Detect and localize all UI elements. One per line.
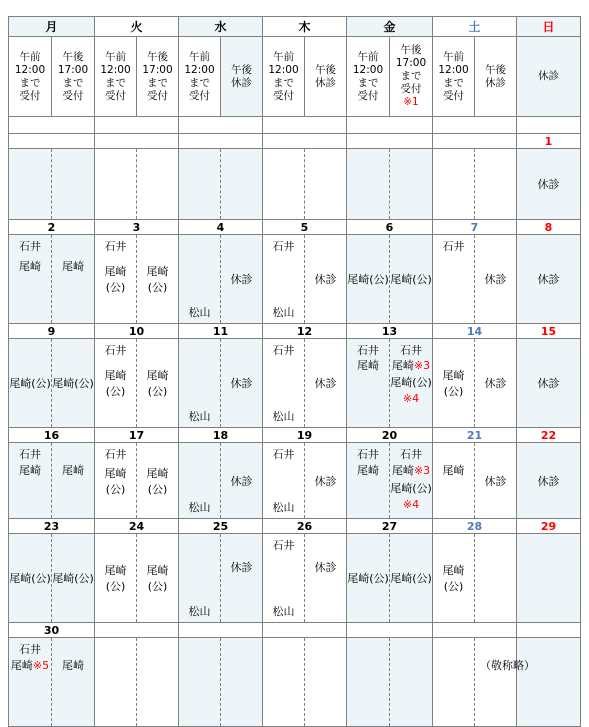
date-cell: 2 <box>9 220 95 235</box>
note-4: ※4 <box>402 392 420 405</box>
doctor-name: 尾崎 <box>19 464 41 477</box>
am-hours: 午前 12:00 まで 受付 <box>263 37 305 116</box>
am-hours: 午前 12:00 まで 受付 <box>9 37 52 116</box>
note-4: ※4 <box>402 498 420 511</box>
doctor-name: 尾崎(公) <box>52 377 94 390</box>
weekday-fri: 金 <box>347 17 433 37</box>
date-cell: 10 <box>95 324 179 339</box>
doctor-name: 石井 <box>442 240 465 253</box>
week-2-dates <box>9 324 581 339</box>
doctor-name: 石井 <box>19 240 41 253</box>
week-3-schedule <box>9 443 581 519</box>
am-hours: 午前 12:00 まで 受付 <box>179 37 221 116</box>
doctor-name: 石井 <box>272 240 295 253</box>
doctor-name: 松山 <box>188 605 211 618</box>
date-cell: 16 <box>9 428 95 443</box>
doctor-name: 石井 <box>357 448 379 461</box>
date-cell: 7 <box>433 220 517 235</box>
doctor-name: 石井 <box>400 344 422 357</box>
doctor-name: 尾崎(公) <box>347 572 389 585</box>
weekday-mon: 月 <box>9 17 95 37</box>
doctor-name: 石井 <box>19 643 41 656</box>
doctor-name: 尾崎(公) <box>104 466 127 496</box>
week-5-dates <box>9 623 581 638</box>
doctor-name: 松山 <box>272 501 295 514</box>
doctor-name: 尾崎(公) <box>390 482 432 495</box>
doctor-name: 尾崎 <box>62 659 84 672</box>
doctor-with-note: 尾崎※3 <box>391 464 431 477</box>
doctor-name: 尾崎 <box>62 464 84 477</box>
date-cell: 20 <box>347 428 433 443</box>
doctor-name: 尾崎(公) <box>104 265 127 294</box>
pm-hours: 午後 17:00 まで 受付 <box>142 50 173 102</box>
week-2-schedule <box>9 339 581 428</box>
hours-wed <box>179 37 263 117</box>
doctor-name: 尾崎(公) <box>442 369 465 398</box>
week-5-schedule <box>9 638 581 727</box>
hours-tue <box>95 37 179 117</box>
pm-closed: 午後 休診 <box>315 63 336 89</box>
date-cell: 12 <box>263 324 347 339</box>
doctor-name: 尾崎(公) <box>9 377 51 390</box>
date-cell: 5 <box>263 220 347 235</box>
doctor-name: 尾崎 <box>357 464 379 477</box>
doctor-name: 松山 <box>188 501 211 514</box>
closed-label: 休診 <box>230 273 253 286</box>
date-cell: 6 <box>347 220 433 235</box>
weekday-header-row <box>9 17 581 37</box>
date-cell: 4 <box>179 220 263 235</box>
weekday-wed: 水 <box>179 17 263 37</box>
closed-label: 休診 <box>230 561 253 575</box>
date-cell: 24 <box>95 519 179 534</box>
weekday-thu: 木 <box>263 17 347 37</box>
doctor-name: 松山 <box>272 410 295 423</box>
doctor-name: 尾崎(公) <box>146 265 169 294</box>
doctor-name: 尾崎(公) <box>347 273 389 286</box>
doctor-name: 尾崎(公) <box>390 273 432 286</box>
doctor-name: 尾崎(公) <box>146 466 169 496</box>
hours-sat <box>433 37 517 117</box>
doctor-name: 石井 <box>400 448 422 461</box>
closed-label: 休診 <box>484 474 507 488</box>
doctor-name: 尾崎 <box>19 259 41 273</box>
date-cell: 11 <box>179 324 263 339</box>
doctor-name: 松山 <box>188 306 211 319</box>
date-cell: 17 <box>95 428 179 443</box>
doctor-name: 尾崎(公) <box>104 369 127 398</box>
doctor-name: 石井 <box>272 344 295 357</box>
closed-label: 休診 <box>517 443 581 519</box>
closed-label: 休診 <box>230 377 253 390</box>
closed-label: 休診 <box>314 273 337 286</box>
date-cell: 26 <box>263 519 347 534</box>
date-cell: 8 <box>517 220 581 235</box>
pm-hours: 午後 17:00 まで 受付 <box>57 50 89 102</box>
am-hours: 午前 12:00 まで 受付 <box>347 37 390 116</box>
week-1-dates <box>9 220 581 235</box>
doctor-name: 石井 <box>104 448 127 461</box>
doctor-name: 松山 <box>272 605 295 618</box>
closed-label: 休診 <box>230 474 253 488</box>
closed-label: 休診 <box>517 235 581 324</box>
doctor-name: 尾崎(公) <box>390 572 432 585</box>
closed-label: 休診 <box>517 149 581 220</box>
week-0-dates <box>9 134 581 149</box>
doctor-name: 松山 <box>188 410 211 423</box>
hours-fri <box>347 37 433 117</box>
doctor-with-note: 尾崎※3 <box>391 359 431 372</box>
date-cell: 25 <box>179 519 263 534</box>
date-cell: 13 <box>347 324 433 339</box>
doctor-name: 尾崎 <box>442 464 465 477</box>
date-cell: 21 <box>433 428 517 443</box>
date-cell: 28 <box>433 519 517 534</box>
doctor-name: 石井 <box>272 539 295 552</box>
doctor-name: 尾崎(公) <box>104 564 127 593</box>
week-4-dates <box>9 519 581 534</box>
hours-thu <box>263 37 347 117</box>
date-cell: 30 <box>9 623 95 638</box>
hours-row <box>9 37 581 117</box>
weekday-sun: 日 <box>517 17 581 37</box>
date-cell: 27 <box>347 519 433 534</box>
closed-label: 休診 <box>314 474 337 488</box>
week-4-schedule <box>9 534 581 623</box>
week-1-schedule <box>9 235 581 324</box>
honorifics-omitted-note: （敬称略） <box>480 659 535 672</box>
doctor-name: 石井 <box>272 448 295 461</box>
doctor-name: 石井 <box>357 344 379 357</box>
date-cell: 29 <box>517 519 581 534</box>
hours-mon <box>9 37 95 117</box>
weekday-tue: 火 <box>95 17 179 37</box>
doctor-name: 尾崎(公) <box>390 376 432 389</box>
clinic-calendar <box>8 16 581 727</box>
date-cell: 22 <box>517 428 581 443</box>
hours-sun: 休診 <box>517 37 581 117</box>
week-3-dates <box>9 428 581 443</box>
weekday-sat: 土 <box>433 17 517 37</box>
doctor-name: 尾崎(公) <box>52 572 94 585</box>
doctor-name: 石井 <box>104 344 127 357</box>
doctor-name: 石井 <box>104 240 127 253</box>
doctor-with-note: 尾崎※5 <box>10 659 50 672</box>
week-0-schedule <box>9 149 581 220</box>
closed-label: 休診 <box>484 377 507 390</box>
pm-closed: 午後 休診 <box>221 37 262 116</box>
doctor-name: 松山 <box>272 306 295 319</box>
note-1: ※1 <box>403 96 419 108</box>
date-cell: 15 <box>517 324 581 339</box>
closed-label: 休診 <box>484 273 507 286</box>
date-cell: 14 <box>433 324 517 339</box>
doctor-name: 尾崎(公) <box>442 564 465 593</box>
date-cell: 19 <box>263 428 347 443</box>
date-cell: 3 <box>95 220 179 235</box>
doctor-name: 尾崎 <box>357 359 379 372</box>
closed-label: 休診 <box>517 339 581 428</box>
pm-hours: 午後 17:00 まで 受付 ※1 <box>395 44 427 108</box>
doctor-name: 石井 <box>19 448 41 461</box>
doctor-name: 尾崎(公) <box>146 564 169 593</box>
am-hours: 午前 12:00 まで 受付 <box>433 37 475 116</box>
doctor-name: 尾崎 <box>62 259 84 273</box>
date-cell: 9 <box>9 324 95 339</box>
date-cell: 23 <box>9 519 95 534</box>
pm-closed: 午後 休診 <box>485 63 506 89</box>
closed-label: 休診 <box>314 377 337 390</box>
am-hours: 午前 12:00 まで 受付 <box>95 37 137 116</box>
closed-label: 休診 <box>314 561 337 575</box>
date-cell: 18 <box>179 428 263 443</box>
doctor-name: 尾崎(公) <box>9 572 51 585</box>
doctor-name: 尾崎(公) <box>146 369 169 398</box>
date-cell: 1 <box>517 134 581 149</box>
